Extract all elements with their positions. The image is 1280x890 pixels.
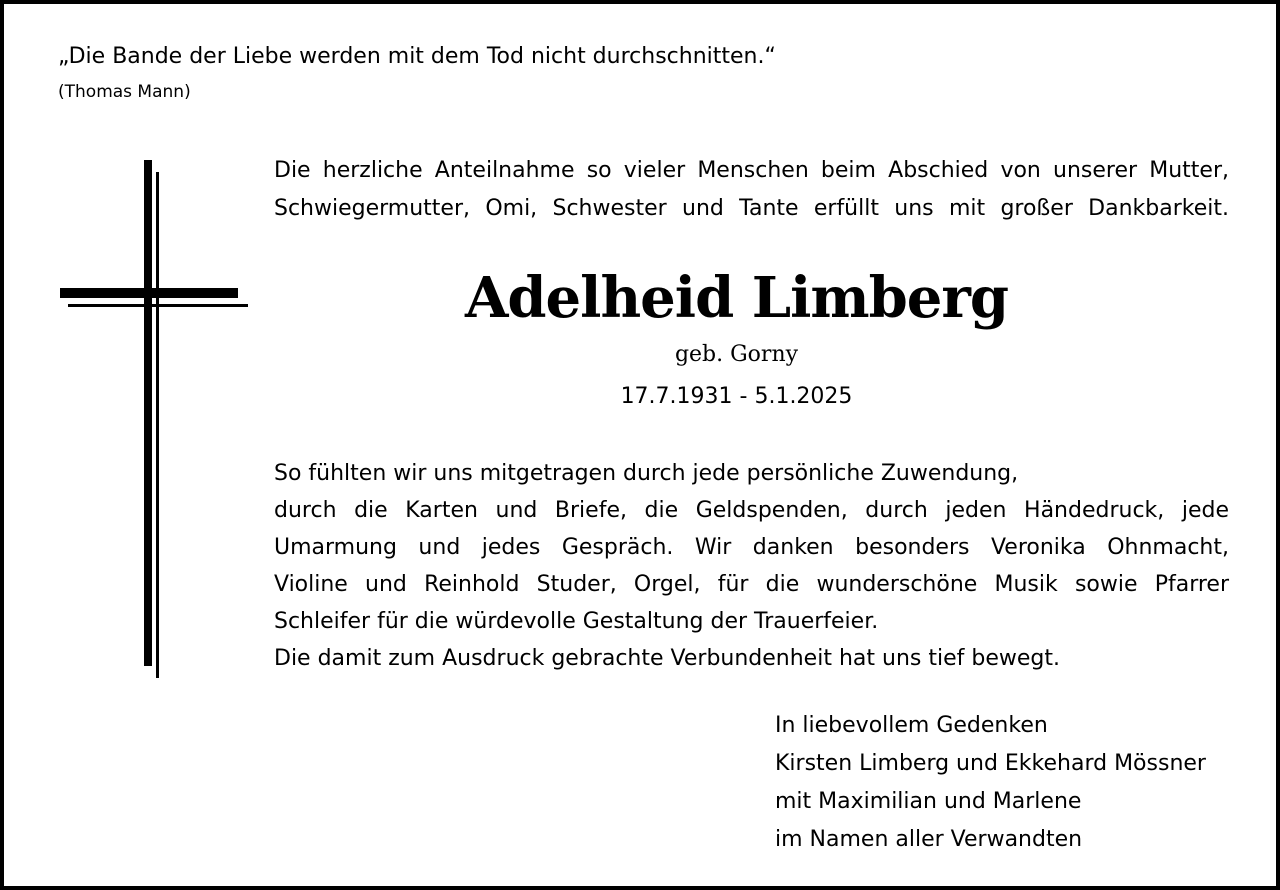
signature-line: Kirsten Limberg und Ekkehard Mössner [775,751,1206,776]
thanks-line: Umarmung und jedes Gespräch. Wir danken besonders Veronika Ohnmacht, [274,535,1229,560]
cross-icon [58,160,253,678]
quote-author: (Thomas Mann) [58,82,191,102]
thanks-line: So fühlten wir uns mitgetragen durch jede persönliche Zuwendung, [274,461,1019,486]
intro-line: Schwiegermutter, Omi, Schwester und Tante erfüllt uns mit großer Dankbarkeit. [274,196,1229,221]
thanks-paragraph [274,455,1229,677]
quote-text: „Die Bande der Liebe werden mit dem Tod nicht durchschnitten.“ [58,44,776,69]
thanks-line: Violine und Reinhold Studer, Orgel, für die wunderschöne Musik sowie Pfarrer [274,572,1229,597]
signature-line: In liebevollem Gedenken [775,713,1048,738]
thanks-line: Schleifer für die würdevolle Gestaltung der Trauerfeier. [274,609,879,634]
intro-line: Die herzliche Anteilnahme so vieler Menschen beim Abschied von unserer Mutter, [274,158,1229,183]
deceased-name: Adelheid Limberg [464,265,1009,331]
thanks-line: Die damit zum Ausdruck gebrachte Verbundenheit hat uns tief bewegt. [274,646,1060,671]
maiden-name: geb. Gorny [674,342,799,367]
life-dates: 17.7.1931 - 5.1.2025 [620,384,853,409]
intro-paragraph [274,152,1229,228]
signature-block [775,707,1206,859]
thanks-line: durch die Karten und Briefe, die Geldspenden, durch jeden Händedruck, jede [274,498,1229,523]
signature-line: mit Maximilian und Marlene [775,789,1082,814]
signature-line: im Namen aller Verwandten [775,827,1083,852]
